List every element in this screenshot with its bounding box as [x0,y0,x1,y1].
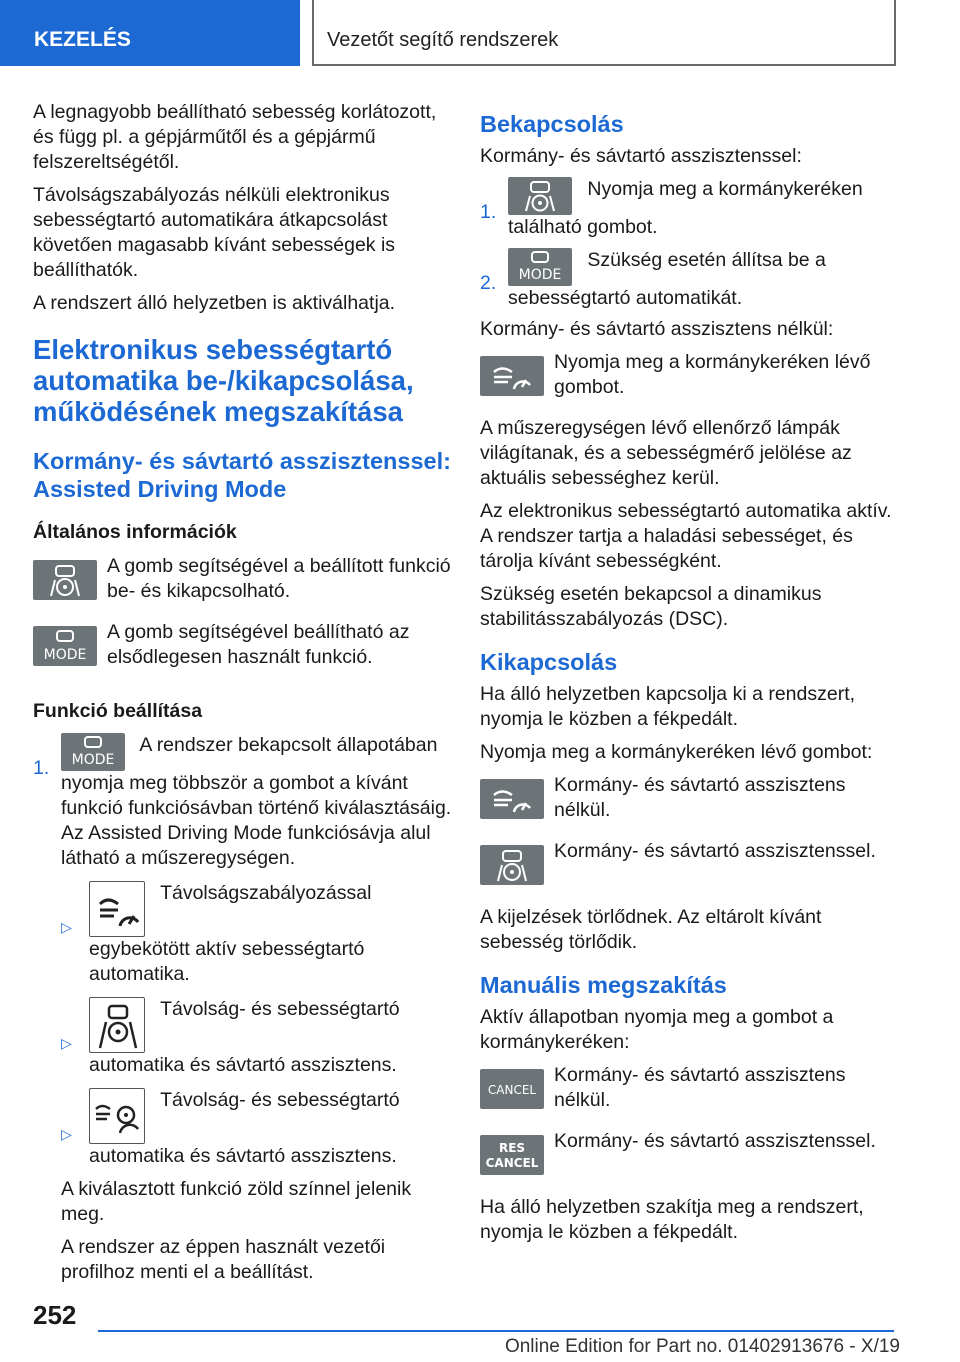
driver-assist-icon [33,560,97,600]
paragraph: Kormány- és sávtartó asszisztenssel: [480,145,802,167]
step-item [480,248,900,311]
chapter-title: Vezetőt segítő rendszerek [312,0,896,66]
paragraph: A műszeregységen lévő ellenőrző lámpák világítanak, és a sebességmérő jelölése az aktuális sebességhez kerül. [480,417,852,489]
step-item [33,733,453,871]
icon-item [480,773,900,831]
step-text: A rendszer bekapcsolt állapotában nyomja meg többször a gombot a kívánt funkció funkciósávban történő kiválasztásáig. Az Assisted Driving Mode funkciósávja alul látható a műszeregységen. [61,734,452,869]
step-number: 1. [480,201,497,223]
topic-heading: Általános információk [33,521,237,543]
distance-cruise-icon [480,356,544,396]
icon-item [33,554,453,612]
triangle-marker-icon: ▷ [61,1035,72,1051]
section-tab: KEZELÉS [0,0,300,66]
sub-item [61,1088,453,1169]
sub-item-text: Távolság- és sebességtartó automatika és sávtartó asszisztens. [89,998,400,1076]
sub-item [61,997,453,1078]
footer-divider [98,1330,894,1332]
step-number: 2. [480,272,497,294]
mode-button-icon [508,248,572,286]
distance-cruise-icon [89,881,145,937]
page-header [0,0,960,66]
subsection-heading: Kormány- és sávtartó asszisztenssel: Assisted Driving Mode [33,448,451,502]
section-heading: Elektronikus sebességtartó automatika be-/kikapcsolása, működésének megszakítása [33,334,414,427]
lane-assist-icon [89,997,145,1053]
page-number: 252 [33,1300,77,1330]
mode-button-icon [61,733,125,771]
sub-item-text: Távolság- és sebességtartó automatika és sávtartó asszisztens. [89,1089,400,1167]
step-text: Szükség esetén állítsa be a sebességtartó automatikát. [508,249,826,309]
step-item [480,177,900,240]
paragraph: A rendszert álló helyzetben is aktiválhatja. [33,292,396,314]
subsection-heading: Kikapcsolás [480,649,618,675]
subsection-heading: Manuális megszakítás [480,972,727,998]
paragraph: Szükség esetén bekapcsol a dinamikus stabilitásszabályozás (DSC). [480,583,822,630]
mode-button-icon [33,626,97,666]
mode-label: MODE [518,267,562,283]
icon-item-text: A gomb segítségével beállítható az elsődlegesen használt funkció. [107,621,410,668]
paragraph: A kijelzések törlődnek. Az eltárolt kívánt sebesség törlődik. [480,906,822,953]
icon-item [33,620,453,678]
icon-item [480,1063,900,1121]
mode-label: MODE [71,752,115,768]
sub-item [61,881,453,987]
paragraph: Aktív állapotban nyomja meg a gombot a kormánykeréken: [480,1006,834,1053]
subsection-heading: Bekapcsolás [480,111,624,137]
cancel-button-icon [480,1069,544,1109]
icon-item-text: Kormány- és sávtartó asszisztenssel. [554,840,876,862]
step-number: 1. [33,757,50,779]
res-cancel-button-icon [480,1135,544,1175]
driver-assist-icon [480,845,544,885]
sub-item-text: Távolságszabályozással egybekötött aktív sebességtartó automatika. [89,882,372,985]
icon-item [480,839,900,897]
driver-assist-icon [508,177,572,215]
icon-item-text: A gomb segítségével a beállított funkció be- és kikapcsolható. [107,555,451,602]
paragraph: Az elektronikus sebességtartó automatika aktív. A rendszer tartja a haladási sebességet, és tárolja kívánt sebességként. [480,500,892,572]
cancel-label: CANCEL [487,1083,537,1097]
step-text: Nyomja meg a kormánykeréken található gombot. [508,178,863,238]
distance-cruise-icon [480,779,544,819]
cancel-label: CANCEL [485,1156,539,1170]
icon-item [480,1129,900,1187]
paragraph: A kiválasztott funkció zöld színnel jelenik meg. [61,1178,412,1225]
icon-item-text: Kormány- és sávtartó asszisztens nélkül. [554,1064,846,1111]
icon-item [480,350,900,408]
paragraph: A rendszer az éppen használt vezetői profilhoz menti el a beállítást. [61,1236,386,1283]
paragraph: Kormány- és sávtartó asszisztens nélkül: [480,318,834,340]
icon-item-text: Kormány- és sávtartó asszisztens nélkül. [554,774,846,821]
left-column [33,100,453,1293]
icon-item-text: Kormány- és sávtartó asszisztenssel. [554,1130,876,1152]
topic-heading: Funkció beállítása [33,700,203,722]
paragraph: A legnagyobb beállítható sebesség korlátozott, és függ pl. a gépjárműtől és a gépjármű felszereltségétől. [33,101,437,173]
paragraph: Ha álló helyzetben kapcsolja ki a rendszert, nyomja le közben a fékpedált. [480,683,856,730]
right-column [480,100,900,1253]
mode-label: MODE [43,647,87,663]
cruise-lane-icon [89,1088,145,1144]
triangle-marker-icon: ▷ [61,1126,72,1142]
paragraph: Ha álló helyzetben szakítja meg a rendszert, nyomja le közben a fékpedált. [480,1196,864,1243]
icon-item-text: Nyomja meg a kormánykeréken lévő gombot. [554,351,871,398]
res-label: RES [498,1141,526,1155]
paragraph: Nyomja meg a kormánykeréken lévő gombot: [480,741,873,763]
triangle-marker-icon: ▷ [61,919,72,935]
paragraph: Távolságszabályozás nélküli elektronikus sebességtartó automatikára átkapcsolást követően magasabb kívánt sebességek is beállíthatók. [33,184,396,281]
edition-note: Online Edition for Part no. 01402913676 - X/19 [504,1336,900,1357]
